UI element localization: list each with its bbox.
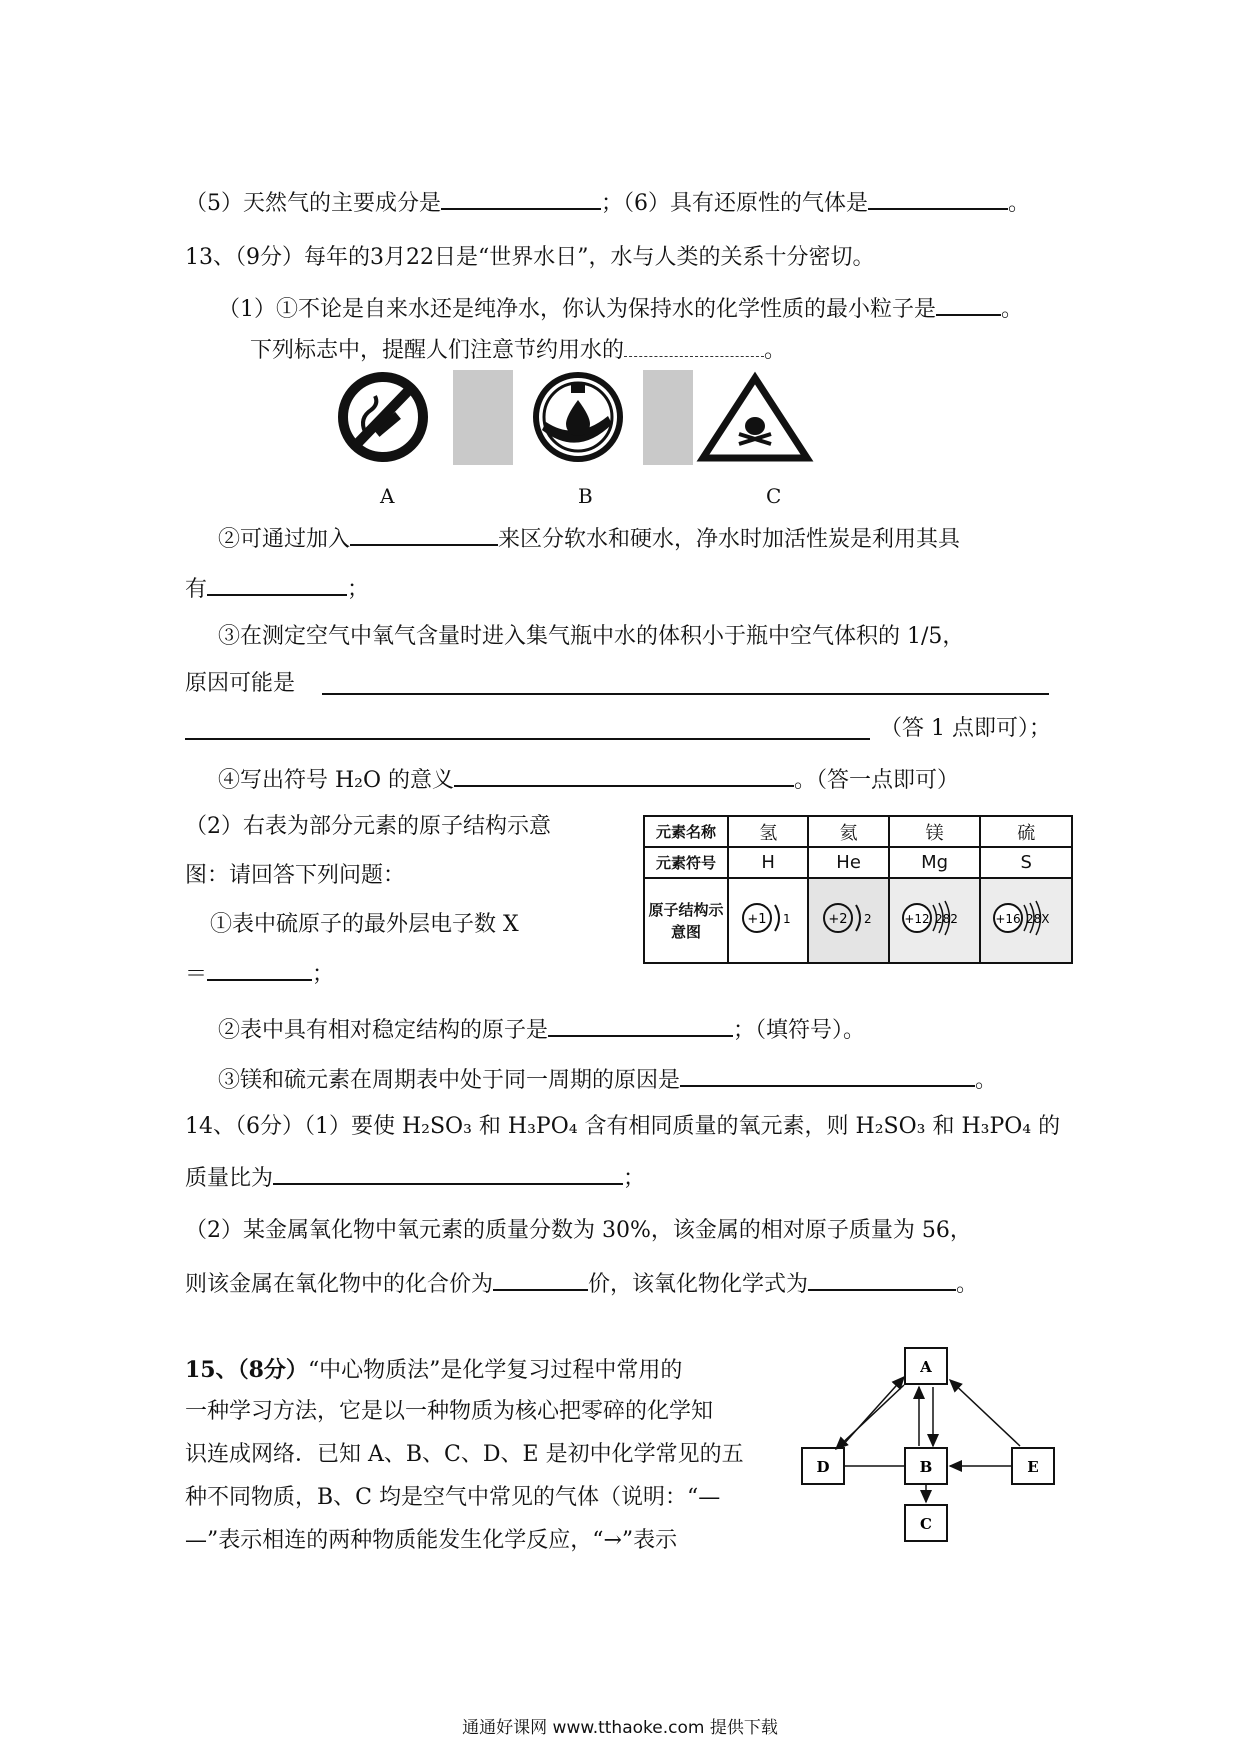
q13-part2-intro-1: （2）右表为部分元素的原子结构示意 (185, 814, 551, 839)
q15-line-5: —”表示相连的两种物质能发生化学反应，“→”表示 (185, 1528, 678, 1553)
separator: ； (601, 191, 624, 216)
water-saving-sign-icon (513, 370, 643, 465)
table-row (644, 816, 1072, 847)
q12-part5-text: （5）天然气的主要成分是 (185, 191, 441, 216)
table-row (644, 878, 1072, 963)
q13-part2-q1-b (185, 957, 334, 987)
q14-line-4 (185, 1267, 978, 1297)
q14-line-1: 14、（6分）（1）要使 H₂SO₃ 和 H₃PO₄ 含有相同质量的氧元素，则 H₂SO₃ 和 H₃PO₄ 的 (185, 1114, 1061, 1139)
period: 。 (764, 338, 787, 363)
nucleus-label: +2 (828, 912, 848, 927)
table-cell: 硫 (980, 816, 1072, 847)
question-text: 原因可能是 (185, 671, 296, 696)
atomic-structure-table (643, 815, 1073, 964)
question-text: ④写出符号 H₂O 的意义 (218, 768, 455, 793)
answer-blank[interactable] (936, 292, 1001, 316)
nucleus-label: +16 (995, 912, 1021, 926)
answer-blank[interactable] (441, 186, 601, 210)
table-cell: S (980, 847, 1072, 878)
answer-blank[interactable] (454, 763, 794, 787)
q13-3-line-b (185, 669, 295, 699)
q13-part2-q3 (218, 1063, 997, 1093)
answer-blank[interactable] (868, 186, 1008, 210)
period: 。 (956, 1272, 979, 1297)
separator: ； (312, 962, 335, 987)
poison-warning-sign-icon (693, 370, 818, 465)
q15-heading: 15、（8分） (185, 1357, 308, 1383)
nucleus-label: +1 (747, 912, 767, 927)
answer-blank[interactable] (493, 1267, 588, 1291)
separator: ； (347, 577, 370, 602)
node-a-label: A (920, 1358, 932, 1376)
q15-line-3: 识连成网络．已知 A、B、C、D、E 是初中化学常见的五 (185, 1442, 744, 1467)
q13-part2-q1-a: ①表中硫原子的最外层电子数 X (210, 912, 519, 937)
q13-title: 13、（9分）每年的3月22日是“世界水日”，水与人类的关系十分密切。 (185, 245, 875, 270)
sign-label-a: A (380, 484, 395, 508)
q12-part6-text: （6）具有还原性的气体是 (623, 191, 869, 216)
answer-blank[interactable] (350, 522, 498, 546)
question-text: 。（答一点即可） (794, 768, 960, 793)
table-cell: 镁 (889, 816, 981, 847)
question-text: 则该金属在氧化物中的化合价为 (185, 1272, 494, 1297)
atom-diagram-he (808, 878, 888, 963)
question-text: ；（填符号）。 (733, 1018, 866, 1043)
q14-line-2 (185, 1161, 645, 1191)
question-text: 下列标志中，提醒人们注意节约用水的 (250, 338, 625, 363)
table-header: 元素符号 (644, 847, 728, 878)
atom-diagram-s (980, 878, 1072, 963)
question-text: 来区分软水和硬水，净水时加活性炭是利用其具 (498, 527, 961, 552)
answer-blank[interactable] (185, 738, 870, 740)
shell-electrons: 1 (783, 912, 791, 926)
sign-label-c: C (766, 484, 782, 508)
question-text: ②可通过加入 (218, 527, 351, 552)
table-cell: H (728, 847, 808, 878)
q13-1-line-b (250, 336, 786, 366)
table-header: 元素名称 (644, 816, 728, 847)
answer-blank[interactable] (207, 957, 312, 981)
q13-3-line-a: ③在测定空气中氧气含量时进入集气瓶中水的体积小于瓶中空气体积的 1/5， (218, 624, 965, 649)
nucleus-label: +12 (903, 912, 930, 926)
arrow-d-to-a (842, 1377, 904, 1446)
table-cell: 氦 (808, 816, 888, 847)
question-text: 质量比为 (185, 1166, 274, 1191)
node-e-label: E (1027, 1458, 1039, 1476)
q13-2-line-b (185, 572, 369, 602)
signs-image-strip (333, 370, 818, 465)
table-header: 原子结构示意图 (644, 878, 728, 963)
table-cell: He (808, 847, 888, 878)
question-text: 价，该氧化物化学式为 (588, 1272, 809, 1297)
q13-part2-q2 (218, 1013, 865, 1043)
question-text: （1）①不论是自来水还是纯净水，你认为保持水的化学性质的最小粒子是 (218, 297, 936, 322)
answer-blank[interactable] (273, 1161, 623, 1185)
q12-line-5-6 (185, 186, 1030, 216)
question-text: “中心物质法”是化学复习过程中常用的 (307, 1358, 683, 1383)
table-row (644, 847, 1072, 878)
period: 。 (1001, 297, 1024, 322)
q13-part2-intro-2: 图：请回答下列问题： (185, 863, 406, 888)
node-d-label: D (816, 1458, 830, 1476)
arrow-e-to-a (950, 1380, 1020, 1446)
arrow-a-to-d (836, 1385, 904, 1449)
q15-line-1 (185, 1355, 682, 1385)
q14-line-3: （2）某金属氧化物中氧元素的质量分数为 30%，该金属的相对原子质量为 56， (185, 1218, 972, 1243)
question-text: ②表中具有相对稳定结构的原子是 (218, 1018, 549, 1043)
answer-blank[interactable] (548, 1013, 733, 1037)
table-cell: 氢 (728, 816, 808, 847)
substance-relation-diagram (800, 1345, 1060, 1545)
atom-diagram-mg (889, 878, 981, 963)
period: 。 (1008, 191, 1031, 216)
answer-blank[interactable] (808, 1267, 956, 1291)
period: 。 (975, 1068, 998, 1093)
no-smoking-sign-icon (333, 370, 453, 465)
q13-3-note: （答 1 点即可）； (880, 716, 1051, 741)
q13-4-line (218, 763, 959, 793)
separator: ； (623, 1166, 646, 1191)
node-b-label: B (919, 1458, 933, 1476)
answer-blank[interactable] (680, 1063, 975, 1087)
q13-2-line-a (218, 522, 960, 552)
q15-line-2: 一种学习方法，它是以一种物质为核心把零碎的化学知 (185, 1399, 714, 1424)
q15-line-4: 种不同物质，B、C 均是空气中常见的气体（说明：“— (185, 1485, 721, 1510)
q13-1-line-a (218, 292, 1023, 322)
atom-diagram-h (728, 878, 808, 963)
footer-source: 通通好课网 www.tthaoke.com 提供下载 (462, 1718, 778, 1738)
shell-electrons: 28X (1026, 912, 1050, 926)
answer-blank[interactable] (624, 336, 764, 357)
node-c-label: C (920, 1515, 932, 1533)
sign-label-b: B (578, 484, 593, 508)
shell-electrons: 2 (863, 912, 872, 926)
question-text: ＝ (185, 962, 208, 987)
question-text: 有 (185, 577, 208, 602)
answer-blank[interactable] (322, 693, 1049, 695)
table-cell: Mg (889, 847, 981, 878)
shell-electrons: 282 (934, 912, 958, 926)
answer-blank[interactable] (207, 572, 347, 596)
question-text: ③镁和硫元素在周期表中处于同一周期的原因是 (218, 1068, 681, 1093)
